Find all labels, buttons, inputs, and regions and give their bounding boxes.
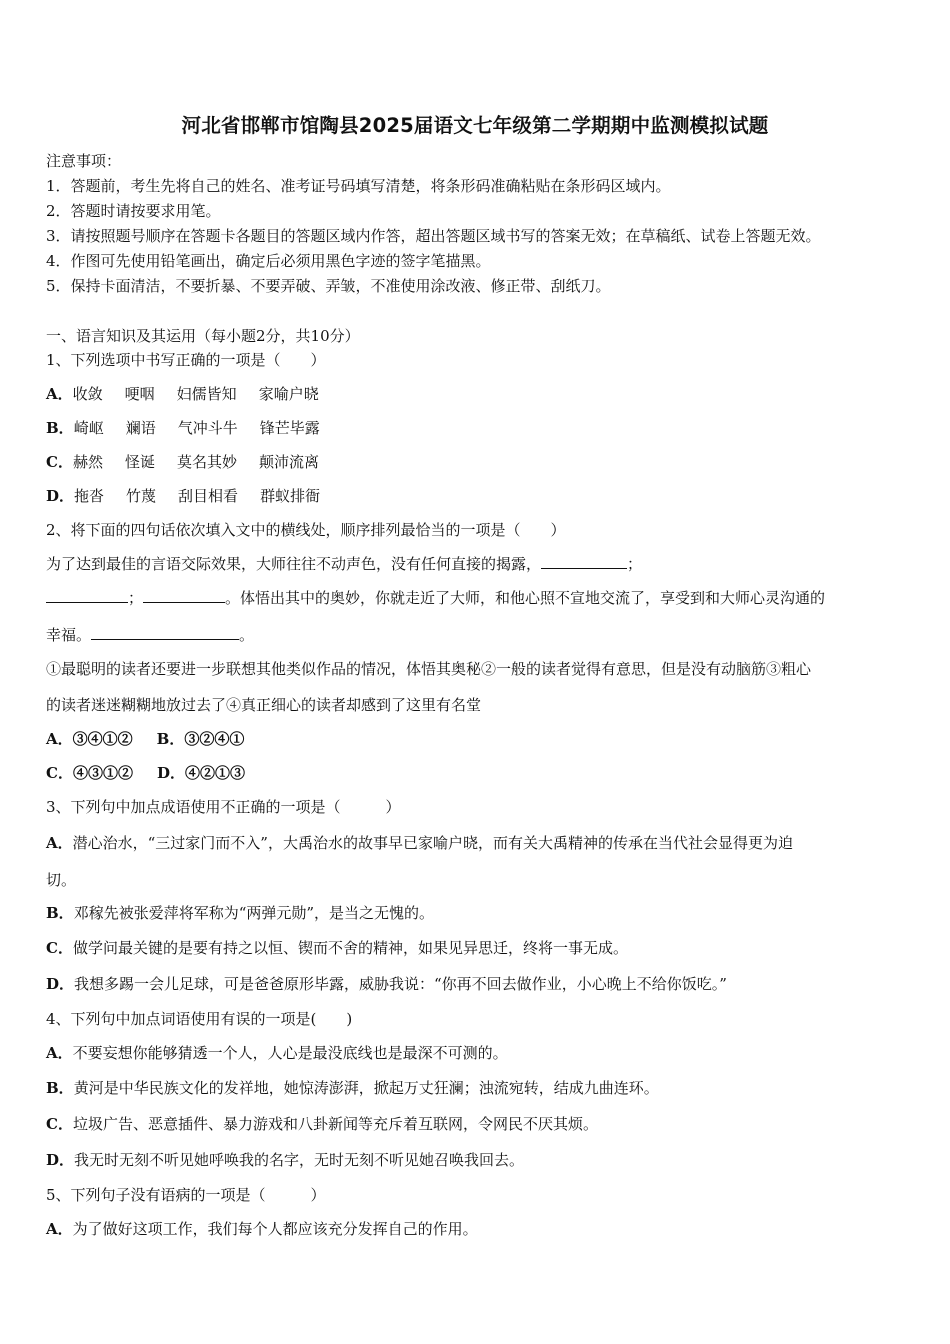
option-word: 刮目相看 [178,487,239,505]
question-3-option-d: D．我想多踢一会儿足球，可是爸爸原形毕露，威胁我说：“你再不回去做作业，小心晚上不给你饭吃。” [46,975,727,993]
option-letter: C． [46,453,73,471]
option-word: 收敛 [72,385,103,403]
question-1-option-c [46,452,319,472]
option-a: A．③④①② [46,730,133,748]
question-3-option-a: A．潜心治水，“三过家门而不入”，大禹治水的故事早已家喻户晓，而有关大禹精神的传承在当代社会显得更为迫 [46,834,793,852]
question-2-options-row [46,729,244,749]
page-title: 河北省邯郸市馆陶县2025届语文七年级第二学期期中监测模拟试题 [181,114,769,137]
question-4-option-d: D．我无时无刻不听见她呼唤我的名字，无时无刻不听见她召唤我回去。 [46,1151,525,1169]
question-4-option-a: A．不要妄想你能够猜透一个人，人心是最没底线也是最深不可测的。 [46,1044,508,1062]
notice-item: 1．答题前，考生先将自己的姓名、准考证号码填写清楚，将条形码准确粘贴在条形码区域内。 [46,177,671,195]
answer-blank [91,625,239,640]
question-2-options-row [46,763,245,783]
question-4-option-b: B．黄河是中华民族文化的发祥地，她惊涛澎湃，掀起万丈狂澜；浊流宛转，结成九曲连环。 [46,1079,659,1097]
option-word: 莫名其妙 [176,453,237,471]
answer-blank [143,588,225,603]
option-word: 妇儒皆知 [176,385,237,403]
option-letter: B． [46,419,74,437]
option-word: 哽咽 [124,385,155,403]
question-2-sentences: 的读者迷迷糊糊地放过去了④真正细心的读者却感到了这里有名堂 [46,696,482,714]
passage-text: 。体悟出其中的奥妙，你就走近了大师，和他心照不宣地交流了，享受到和大师心灵沟通的 [225,589,826,607]
option-letter: B． [46,904,74,922]
question-5-stem: 5、下列句子没有语病的一项是（ ） [46,1186,326,1204]
question-4-stem: 4、下列句中加点词语使用有误的一项是( ) [46,1010,353,1028]
question-1-option-b [46,418,320,438]
question-3-option-c: C．做学问最关键的是要有持之以恒、锲而不舍的精神，如果见异思迁，终将一事无成。 [46,939,628,957]
notice-item: 3．请按照题号顺序在答题卡各题目的答题区域内作答，超出答题区域书写的答案无效；在草稿纸、试卷上答题无效。 [46,227,821,245]
question-2-sentences: ①最聪明的读者还要进一步联想其他类似作品的情况，体悟其奥秘②一般的读者觉得有意思，但是没有动脑筋③粗心 [46,660,812,678]
option-word: 颠沛流离 [259,453,320,471]
option-letter: A． [46,385,73,403]
option-d: D．④②①③ [156,764,245,782]
option-b: B．③②④① [156,730,245,748]
notice-item: 4．作图可先使用铅笔画出，确定后必须用黑色字迹的签字笔描黑。 [46,252,491,270]
question-2-passage-line [46,554,642,574]
passage-text: 。 [239,626,255,644]
question-4-option-c: C．垃圾广告、恶意插件、暴力游戏和八卦新闻等充斥着互联网，令网民不厌其烦。 [46,1115,598,1133]
question-2-passage-line [46,588,825,608]
option-letter: B． [46,1079,74,1097]
option-word: 怪诞 [124,453,155,471]
option-word: 锋芒毕露 [259,419,320,437]
option-letter: A． [46,1220,73,1238]
question-5-option-a: A．为了做好这项工作，我们每个人都应该充分发挥自己的作用。 [46,1220,478,1238]
question-1-stem: 1、下列选项中书写正确的一项是（ ） [46,351,326,369]
option-word: 崎岖 [73,419,104,437]
option-word: 气冲斗牛 [177,419,238,437]
passage-text: 幸福。 [46,626,92,644]
answer-blank [541,554,627,569]
option-word: 竹蔑 [126,487,157,505]
question-3-stem: 3、下列句中加点成语使用不正确的一项是（ ） [46,798,401,816]
question-1-option-d [46,486,320,506]
passage-text: ； [627,555,643,573]
notice-heading: 注意事项： [46,152,122,170]
option-letter: D． [46,975,75,993]
option-c: C．④③①② [46,764,133,782]
option-letter: C． [46,1115,73,1133]
answer-blank [46,588,128,603]
question-1-option-a [46,384,319,404]
question-3-option-a-cont: 切。 [46,871,77,889]
option-word: 群蚁排衙 [260,487,321,505]
notice-item: 5．保持卡面清洁，不要折暴、不要弄破、弄皱，不准使用涂改液、修正带、刮纸刀。 [46,277,611,295]
passage-text: 为了达到最佳的言语交际效果，大师往往不动声色，没有任何直接的揭露， [46,555,542,573]
question-2-passage-line [46,625,254,645]
question-2-stem: 2、将下面的四句话依次填入文中的横线处，顺序排列最恰当的一项是（ ） [46,521,566,539]
option-letter: A． [46,834,73,852]
option-letter: A． [46,1044,73,1062]
option-letter: D． [46,487,75,505]
option-word: 斓语 [125,419,156,437]
section-heading: 一、语言知识及其运用（每小题2分，共10分） [46,327,360,345]
option-word: 赫然 [72,453,103,471]
question-3-option-b: B．邓稼先被张爱萍将军称为“两弹元勋”，是当之无愧的。 [46,904,435,922]
option-word: 家喻户晓 [258,385,319,403]
option-letter: C． [46,939,73,957]
passage-text: ； [128,589,144,607]
option-word: 拖沓 [74,487,105,505]
option-letter: D． [46,1151,75,1169]
notice-item: 2．答题时请按要求用笔。 [46,202,221,220]
